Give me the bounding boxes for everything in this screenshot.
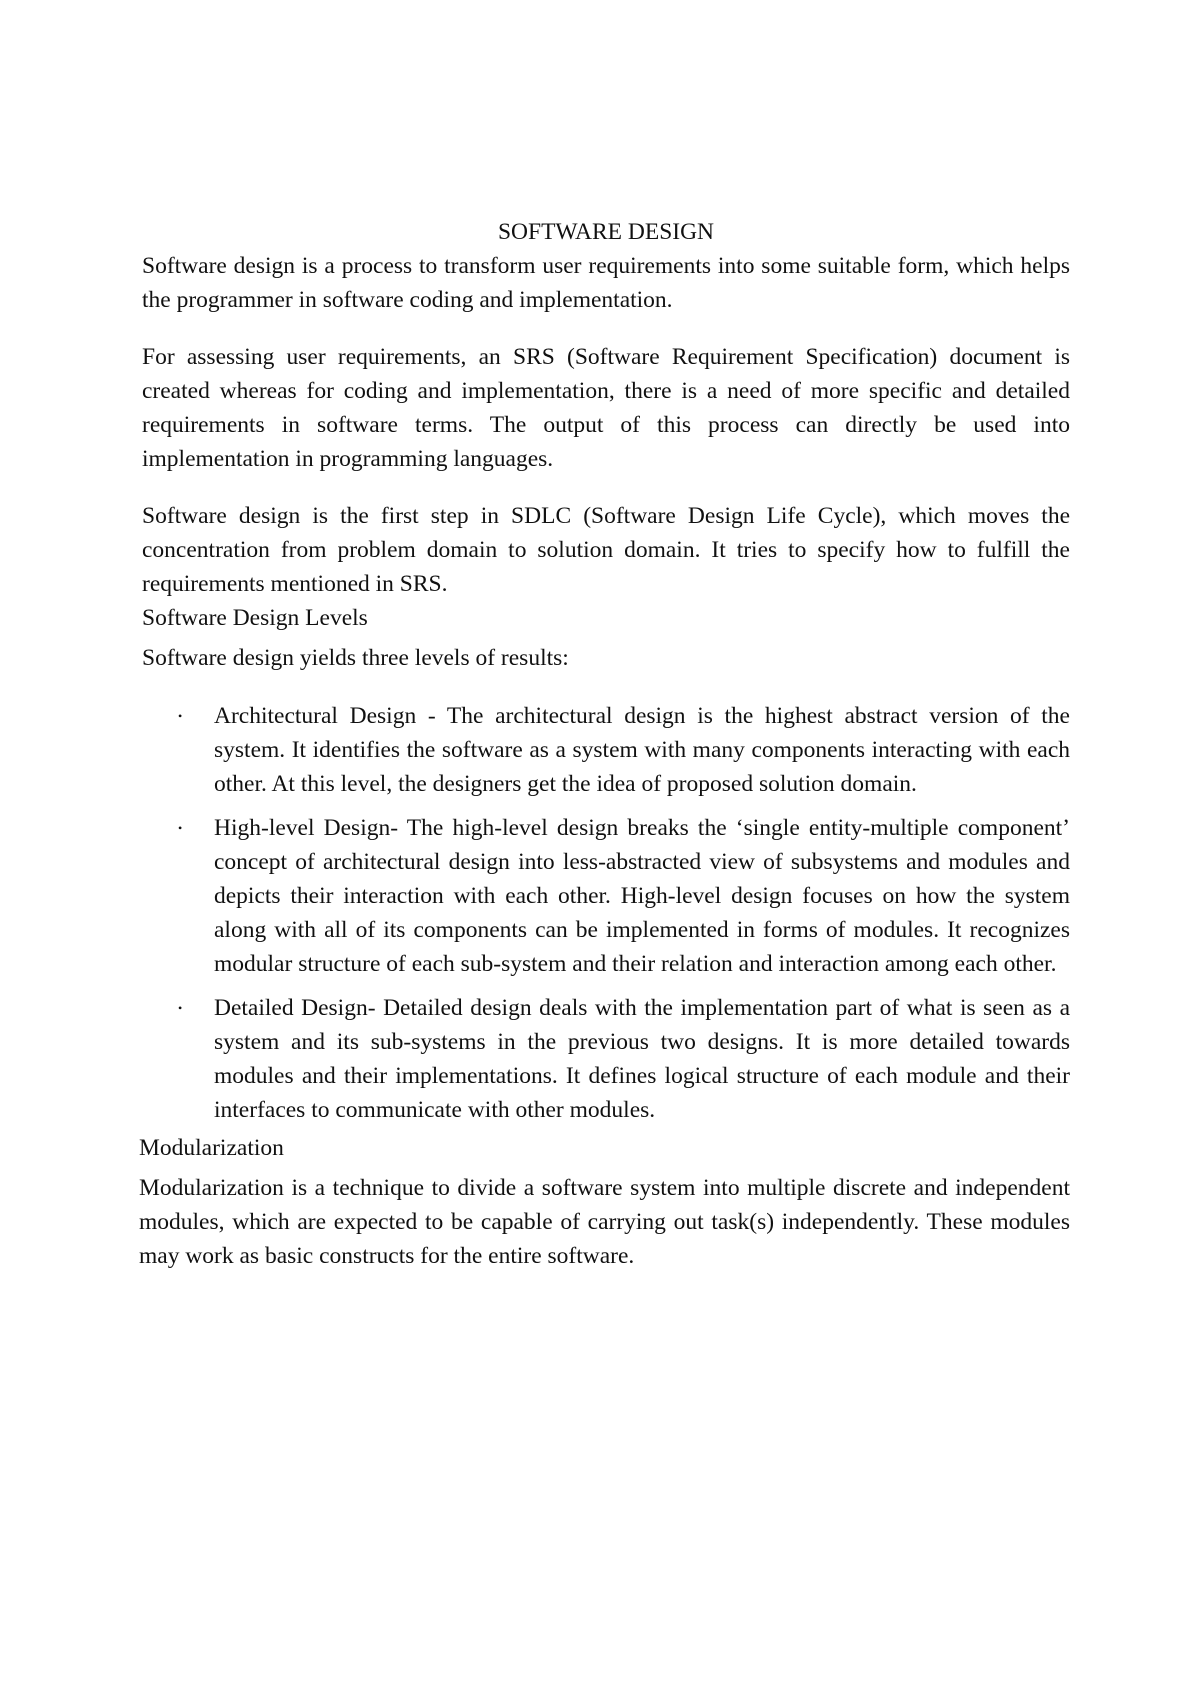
modularization-heading: Modularization [139,1135,284,1161]
list-item-text: Architectural Design - The architectural design is the highest abstract version of the system. It identifies the software as a system with many components interacting with each other. At this level, the designers get the idea of proposed solution domain. [214,703,1070,797]
sdlc-paragraph: Software design is the first step in SDLC (Software Design Life Cycle), which moves the concentration from problem domain to solution domain. It tries to specify how to fulfill the requirements mentioned in SRS. [142,503,1070,597]
design-levels-list [142,699,1070,1127]
list-item-detailed-design [178,991,1070,1127]
srs-paragraph: For assessing user requirements, an SRS (Software Requirement Specification) document is created whereas for coding and implementation, there is a need of more specific and detailed requirements in software terms. The output of this process can directly be used into implementation in programming languages. [142,344,1070,472]
bullet-icon: • [178,1001,183,1015]
list-item-architectural-design [178,699,1070,801]
levels-heading: Software Design Levels [142,605,368,631]
intro-paragraph: Software design is a process to transform user requirements into some suitable form, which helps the programmer in software coding and implementation. [142,253,1070,313]
levels-intro-paragraph: Software design yields three levels of results: [142,645,569,671]
bullet-icon: • [178,821,183,835]
modularization-paragraph: Modularization is a technique to divide a software system into multiple discrete and independent modules, which are expected to be capable of carrying out task(s) independently. These modules may work as basic constructs for the entire software. [139,1175,1070,1269]
list-item-text: Detailed Design- Detailed design deals with the implementation part of what is seen as a system and its sub-systems in the previous two designs. It is more detailed towards modules and their implementations. It defines logical structure of each module and their interfaces to communicate with other modules. [214,995,1070,1123]
document-title: SOFTWARE DESIGN [497,219,715,245]
bullet-icon: • [178,709,183,723]
list-item-high-level-design [178,811,1070,981]
list-item-text: High-level Design- The high-level design breaks the ‘single entity-multiple component’ concept of architectural design into less-abstracted view of subsystems and modules and depicts their interaction with each other. High-level design focuses on how the system along with all of its components can be implemented in forms of modules. It recognizes modular structure of each sub-system and their relation and interaction among each other. [214,815,1070,977]
document-page [139,215,1070,1273]
